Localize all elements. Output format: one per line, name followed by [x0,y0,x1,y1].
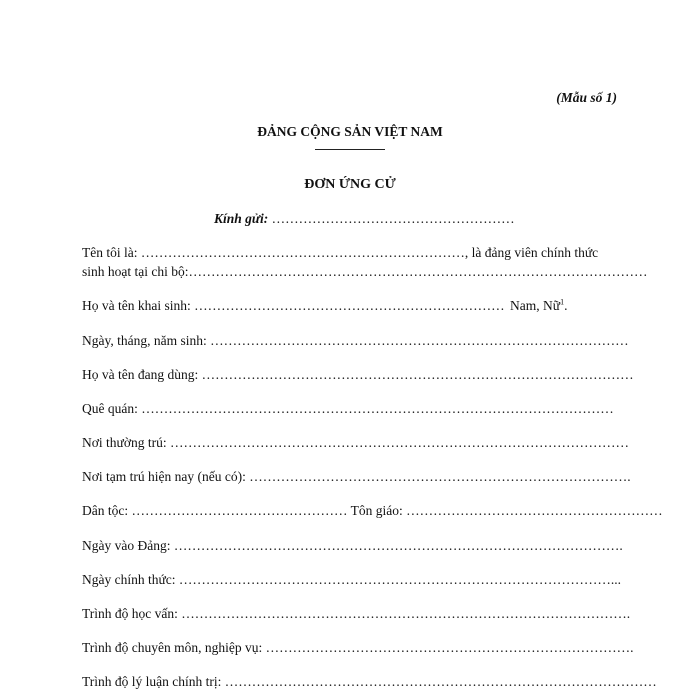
temporary-residence-field[interactable]: Nơi tạm trú hiện nay (nếu có): …………………………………………………………………………. [82,469,631,484]
party-cell-field[interactable]: sinh hoạt tại chi bộ:………………………………………………………………………………………… [82,264,648,279]
political-theory-level-field[interactable]: Trình độ lý luận chính trị: …………………………………………………………………………………… [82,674,657,689]
professional-level-field[interactable]: Trình độ chuyên môn, nghiệp vụ: ………………………………………………………………………. [82,640,634,655]
hometown-field[interactable]: Quê quán: …………………………………………………………………………………………… [82,401,614,416]
name-field[interactable]: Tên tôi là: ……………………………………………………………… [82,245,465,260]
party-join-date-field[interactable]: Ngày vào Đảng: ………………………………………………………………………………………. [82,538,623,553]
gender-options: Nam, Nữ [510,298,561,313]
intro-line-1 [82,245,598,261]
footnote-marker: 1 [560,297,565,307]
addressee-label: Kính gửi: [214,211,269,226]
member-status-text: , là đảng viên chính thức [464,245,599,260]
birth-name-field[interactable]: Họ và tên khai sinh: …………………………………………………………… [82,298,505,313]
official-date-field[interactable]: Ngày chính thức: ……………………………………………………………………………………... [82,572,622,587]
education-level-field[interactable]: Trình độ học vấn: ………………………………………………………………………………………. [82,606,631,621]
addressee-line [214,211,515,227]
form-number: (Mẫu số 1) [556,90,617,105]
addressee-field[interactable]: ……………………………………………… [268,211,515,226]
party-name-heading: ĐẢNG CỘNG SẢN VIỆT NAM [257,124,443,139]
gender-period: . [564,298,568,313]
gender-field[interactable] [510,298,567,314]
document-title: ĐƠN ỨNG CỬ [304,177,396,192]
heading-underline [315,149,385,150]
permanent-residence-field[interactable]: Nơi thường trú: ………………………………………………………………………………………… [82,435,629,450]
current-name-field[interactable]: Họ và tên đang dùng: …………………………………………………………………………………… [82,367,634,382]
birth-date-field[interactable]: Ngày, tháng, năm sinh: ………………………………………………………………………………… [82,333,629,348]
ethnicity-religion-field[interactable]: Dân tộc: ………………………………………… Tôn giáo: ………………………………………………… [82,503,663,518]
